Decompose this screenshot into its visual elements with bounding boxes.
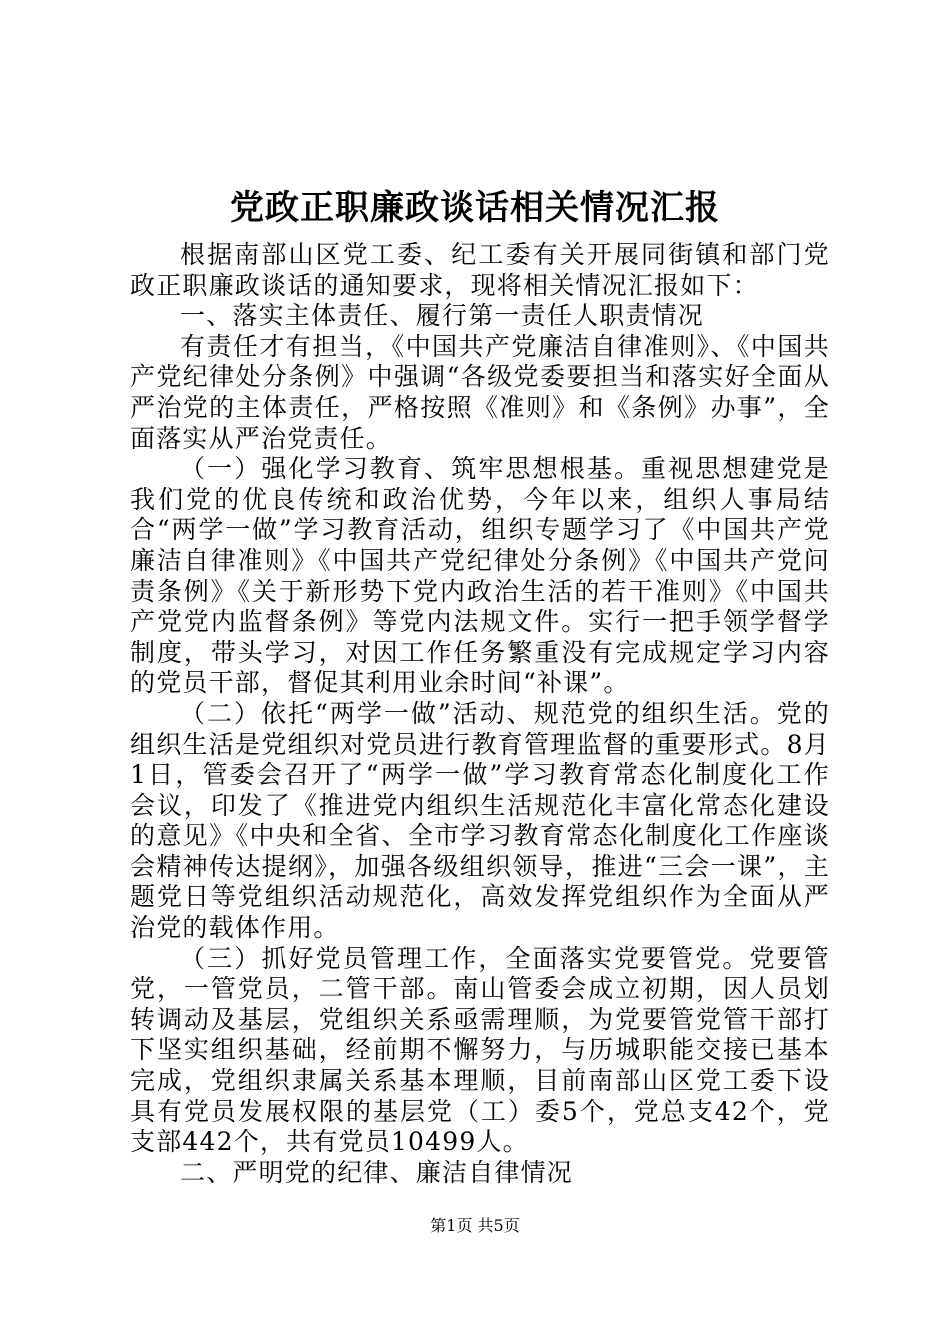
paragraph-study-education: （一）强化学习教育、筑牢思想根基。重视思想建党是我们党的优良传统和政治优势，今年以来，组织人事局结合“两学一做”学习教育活动，组织专题学习了《中国共产党廉洁自律准则》《中国共产党纪律处分条例》《中国共产党问责条例》《关于新形势下党内政治生活的若干准则》《中国共产党党内监督条例》等党内法规文件。实行一把手领学督学制度，带头学习，对因工作任务繁重没有完成规定学习内容的党员干部，督促其利用业余时间“补课”。	[130, 454, 830, 698]
page-footer: 第1页 共5页	[430, 1216, 520, 1235]
section-heading-2: 二、严明党的纪律、廉洁自律情况	[180, 1157, 574, 1187]
document-title: 党政正职廉政谈话相关情况汇报	[230, 188, 720, 228]
paragraph-responsibility: 有责任才有担当，《中国共产党廉洁自律准则》、《中国共产党纪律处分条例》中强调“各级党委要担当和落实好全面从严治党的主体责任，严格按照《准则》和《条例》办事”，全面落实从严治党责任。	[130, 331, 830, 453]
paragraph-organization-life: （二）依托“两学一做”活动、规范党的组织生活。党的组织生活是党组织对党员进行教育管理监督的重要形式。8月1日，管委会召开了“两学一做”学习教育常态化制度化工作会议，印发了《推进党内组织生活规范化丰富化常态化建设的意见》《中央和全省、全市学习教育常态化制度化工作座谈会精神传达提纲》，加强各级组织领导，推进“三会一课”，主题党日等党组织活动规范化，高效发挥党组织作为全面从严治党的载体作用。	[130, 698, 830, 943]
document-body	[130, 240, 830, 1188]
paragraph-intro: 根据南部山区党工委、纪工委有关开展同街镇和部门党政正职廉政谈话的通知要求，现将相关情况汇报如下：	[130, 240, 830, 300]
paragraph-member-management: （三）抓好党员管理工作，全面落实党要管党。党要管党，一管党员，二管干部。南山管委会成立初期，因人员划转调动及基层，党组织关系亟需理顺，为党要管党管干部打下坚实组织基础，经前期不懈努力，与历城职能交接已基本完成，党组织隶属关系基本理顺，目前南部山区党工委下设具有党员发展权限的基层党（工）委5个，党总支42个，党支部442个，共有党员10499人。	[130, 943, 830, 1157]
section-heading-1: 一、落实主体责任、履行第一责任人职责情况	[180, 301, 705, 331]
